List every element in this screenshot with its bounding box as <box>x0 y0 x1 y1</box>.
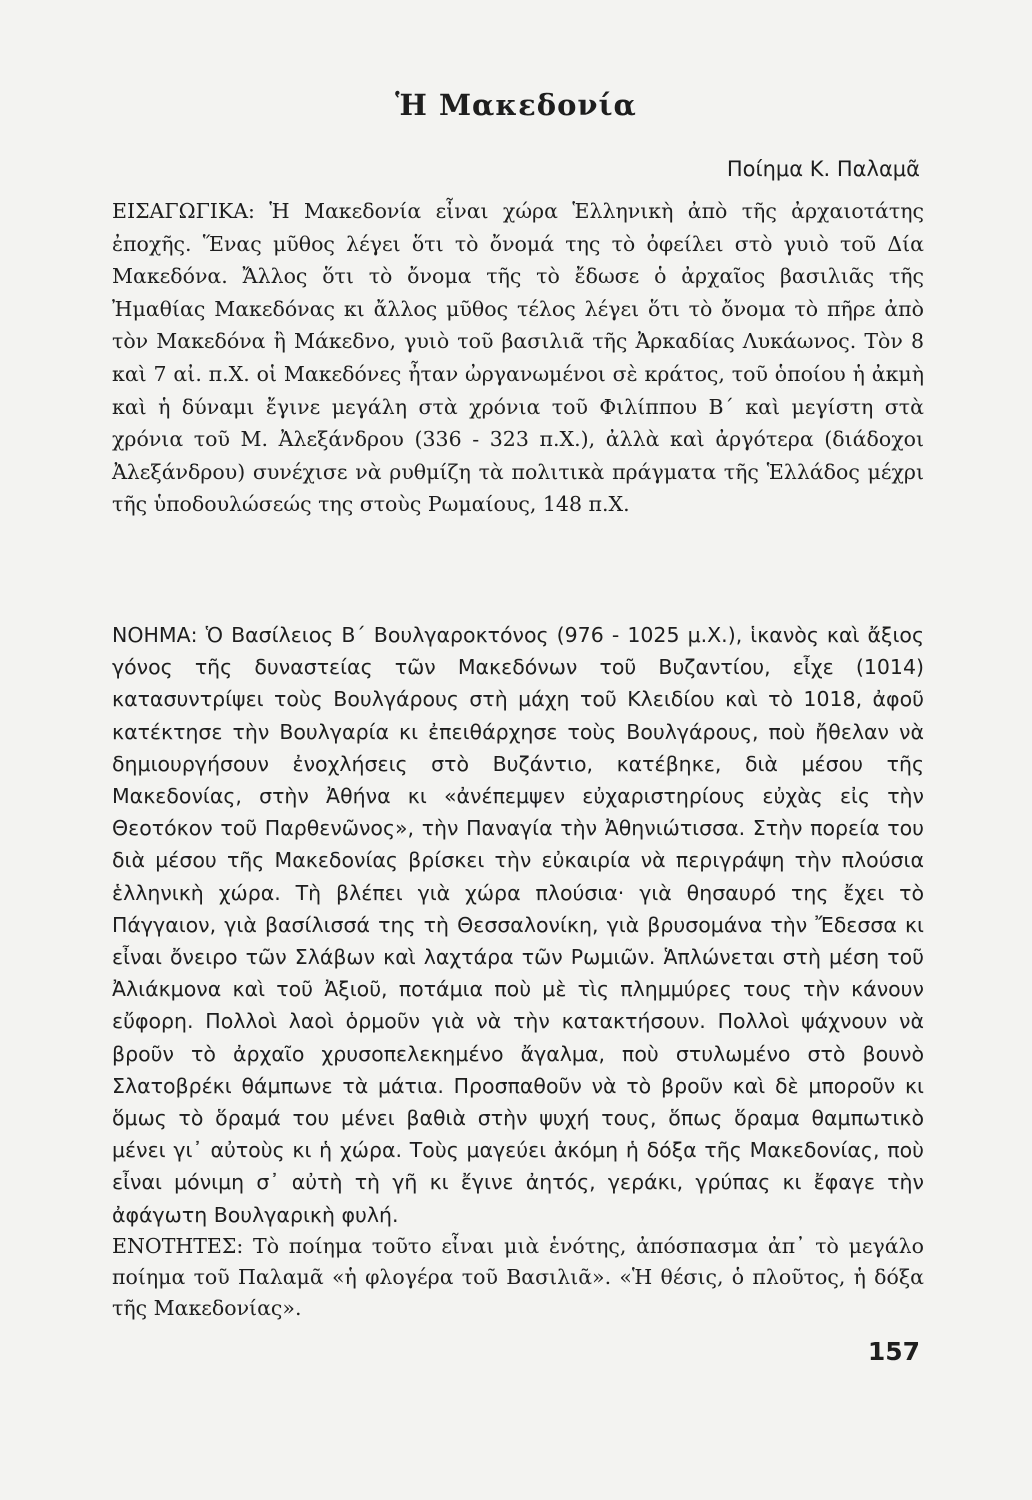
units-text: Τὸ ποίημα τοῦτο εἶναι μιὰ ἑνότης, ἀπόσπασμα ἀπ᾽ τὸ μεγάλο ποίημα τοῦ Παλαμᾶ «ἡ φλογέρα τοῦ Βασιλιᾶ». «Ἡ θέσις, ὁ πλοῦτος, ἡ δόξα τῆς Μακεδονίας». <box>112 1234 924 1320</box>
page-title: Ἡ Μακεδονία <box>395 88 637 122</box>
page-number: 157 <box>867 1337 920 1366</box>
intro-text: Ἡ Μακεδονία εἶναι χώρα Ἑλληνικὴ ἀπὸ τῆς ἀρχαιοτάτης ἐποχῆς. Ἕνας μῦθος λέγει ὅτι τὸ ὄνομά της τὸ ὀφείλει στὸ γυιὸ τοῦ Δία Μακεδόνα. Ἄλλος ὅτι τὸ ὄνομα τῆς τὸ ἔδωσε ὁ ἀρχαῖος βασιλιᾶς τῆς Ἠμαθίας Μακεδόνας κι ἄλλος μῦθος τέλος λέγει ὅτι τὸ ὄνομα τὸ πῆρε ἀπὸ τὸν Μακεδόνα ἢ Μάκεδνο, γυιὸ τοῦ βασιλιᾶ τῆς Ἀρκαδίας Λυκάωνος. Τὸν 8 καὶ 7 αἰ. π.Χ. οἱ Μακεδόνες ἦταν ὠργανωμένοι σὲ κράτος, τοῦ ὁποίου ἡ ἀκμὴ καὶ ἡ δύναμι ἔγινε μεγάλη στὰ χρόνια τοῦ Φιλίππου Β΄ καὶ μεγίστη στὰ χρόνια τοῦ Μ. Ἀλεξάνδρου (336 - 323 π.Χ.), ἀλλὰ καὶ ἀργότερα (διάδοχοι Ἀλεξάνδρου) συνέχισε νὰ ρυθμίζη τὰ πολιτικὰ πράγματα τῆς Ἑλλάδος μέχρι τῆς ὑποδουλώσεώς της στοὺς Ρωμαίους, 148 π.Χ. <box>112 199 924 517</box>
units-heading: ΕΝΟΤΗΤΕΣ: <box>112 1234 244 1258</box>
intro-heading: ΕΙΣΑΓΩΓΙΚΑ: <box>112 199 255 223</box>
intro-paragraph <box>112 195 924 521</box>
meaning-paragraph <box>112 619 924 1231</box>
meaning-text: Ὁ Βασίλειος Β΄ Βουλγαροκτόνος (976 - 1025 μ.Χ.), ἱκανὸς καὶ ἄξιος γόνος τῆς δυναστείας τῶν Μακεδόνων τοῦ Βυζαντίου, εἶχε (1014) κατασυντρίψει τοὺς Βουλγάρους στὴ μάχη τοῦ Κλειδίου καὶ τὸ 1018, ἀφοῦ κατέκτησε τὴν Βουλγαρία κι ἐπειθάρχησε τοὺς Βουλγάρους, ποὺ ἤθελαν νὰ δημιουργήσουν ἐνοχλήσεις στὸ Βυζάντιο, κατέβηκε, διὰ μέσου τῆς Μακεδονίας, στὴν Ἀθήνα κι «ἀνέπεμψεν εὐχαριστηρίους εὐχὰς εἰς τὴν Θεοτόκον τοῦ Παρθενῶνος», τὴν Παναγία τὴν Ἀθηνιώτισσα. Στὴν πορεία του διὰ μέσου τῆς Μακεδονίας βρίσκει τὴν εὐκαιρία νὰ περιγράψη τὴν πλούσια ἑλληνικὴ χώρα. Τὴ βλέπει γιὰ χώρα πλούσια· γιὰ θησαυρό της ἔχει τὸ Πάγγαιον, γιὰ βασίλισσά της τὴ Θεσσαλονίκη, γιὰ βρυσομάνα τὴν Ἔδεσσα κι εἶναι ὄνειρο τῶν Σλάβων καὶ λαχτάρα τῶν Ρωμιῶν. Ἁπλώνεται στὴ μέση τοῦ Ἀλιάκμονα καὶ τοῦ Ἀξιοῦ, ποτάμια ποὺ μὲ τὶς πλημμύρες τους τὴν κάνουν εὔφορη. Πολλοὶ λαοὶ ὁρμοῦν γιὰ νὰ τὴν κατακτήσουν. Πολλοὶ ψάχνουν νὰ βροῦν τὸ ἀρχαῖο χρυσοπελεκημένο ἄγαλμα, ποὺ στυλωμένο στὸ βουνὸ Σλατοβρέκι θάμπωνε τὰ μάτια. Προσπαθοῦν νὰ τὸ βροῦν καὶ δὲ μποροῦν κι ὅμως τὸ ὅραμά του μένει βαθιὰ στὴν ψυχή τους, ὅπως ὅραμα θαμπωτικὸ μένει γι᾽ αὐτοὺς κι ἡ χώρα. Τοὺς μαγεύει ἀκόμη ἡ δόξα τῆς Μακεδονίας, ποὺ εἶναι μόνιμη σ᾽ αὐτὴ τὴ γῆ κι ἔγινε ἀητός, γεράκι, γρύπας κι ἔφαγε τὴν ἀφάγωτη Βουλγαρικὴ φυλή. <box>112 623 924 1227</box>
poem-author: Ποίημα Κ. Παλαμᾶ <box>726 157 920 181</box>
meaning-heading: ΝΟΗΜΑ: <box>112 623 198 647</box>
units-paragraph <box>112 1231 924 1324</box>
